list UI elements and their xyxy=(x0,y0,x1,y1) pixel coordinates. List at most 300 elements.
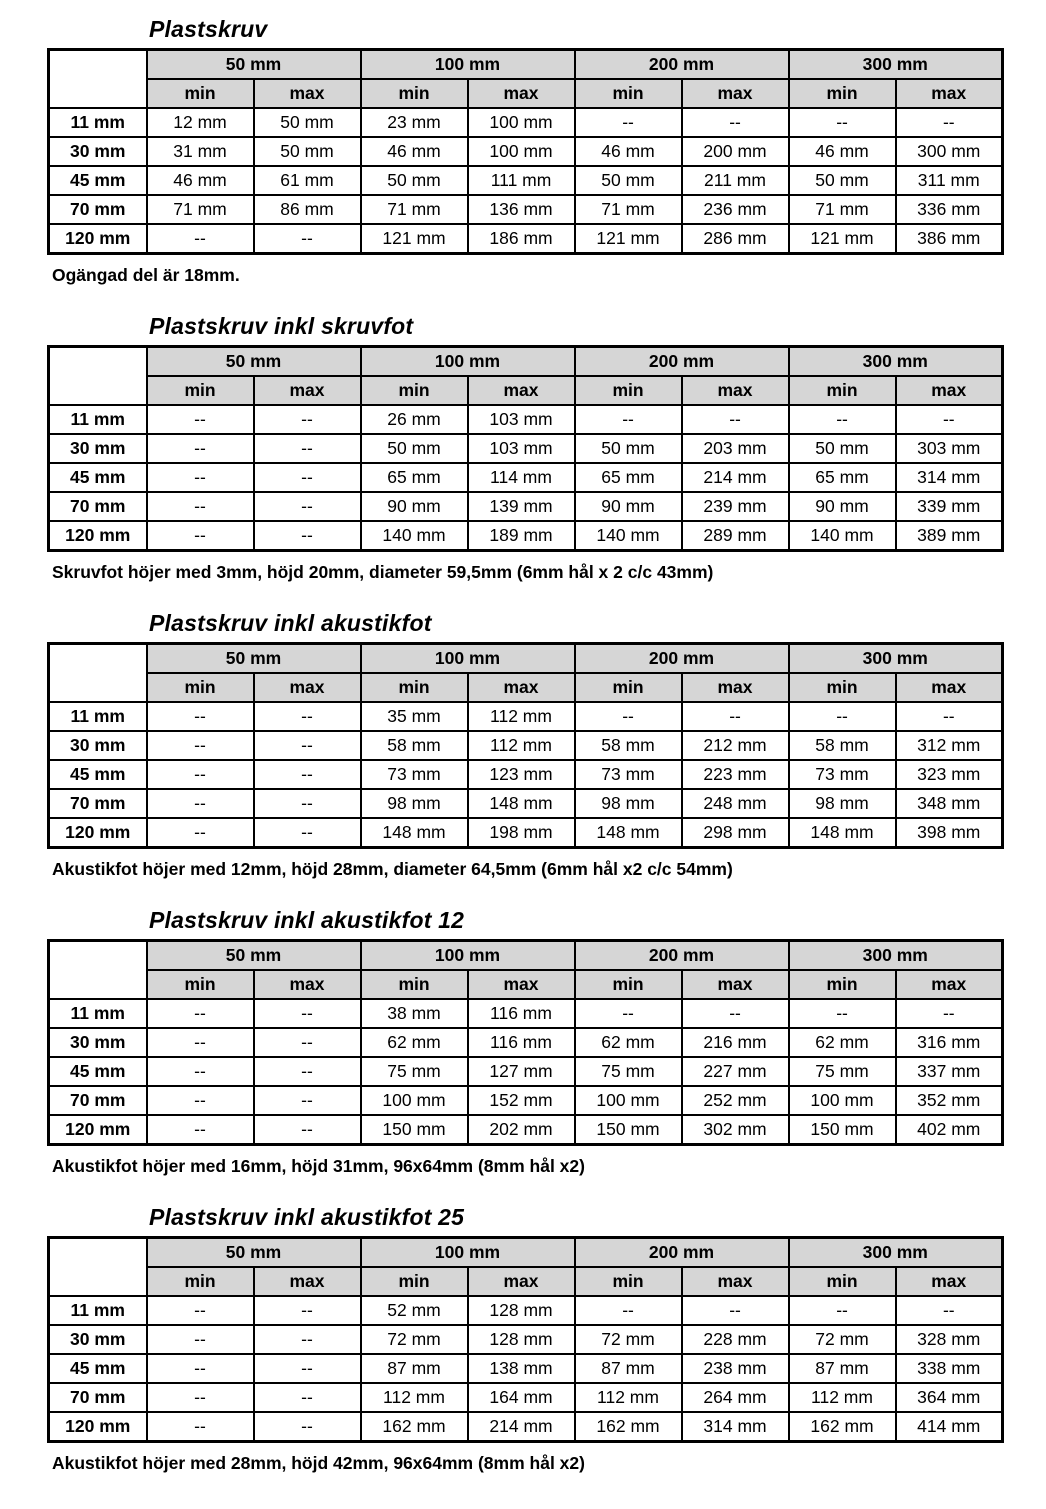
table-header xyxy=(49,1238,1003,1297)
data-cell: -- xyxy=(254,1412,361,1442)
row-label-cell: 120 mm xyxy=(49,1412,147,1442)
data-cell: 148 mm xyxy=(468,789,575,818)
data-cell: 214 mm xyxy=(468,1412,575,1442)
subheader-cell: max xyxy=(682,1267,789,1296)
data-cell: -- xyxy=(254,463,361,492)
data-cell: 227 mm xyxy=(682,1057,789,1086)
section-title: Plastskruv inkl akustikfot 12 xyxy=(149,907,465,933)
data-cell: 50 mm xyxy=(575,434,682,463)
row-label-cell: 70 mm xyxy=(49,195,147,224)
data-table xyxy=(47,939,1004,1146)
data-cell: 75 mm xyxy=(789,1057,896,1086)
data-cell: -- xyxy=(575,1296,682,1325)
data-cell: 26 mm xyxy=(361,405,468,434)
group-header-cell: 200 mm xyxy=(575,644,789,674)
data-cell: 90 mm xyxy=(361,492,468,521)
table-row xyxy=(49,1028,1003,1057)
data-cell: 150 mm xyxy=(575,1115,682,1145)
data-cell: 73 mm xyxy=(361,760,468,789)
data-cell: 123 mm xyxy=(468,760,575,789)
row-label-cell: 45 mm xyxy=(49,166,147,195)
row-label-cell: 11 mm xyxy=(49,108,147,137)
data-cell: 112 mm xyxy=(361,1383,468,1412)
data-cell: -- xyxy=(254,434,361,463)
data-cell: 100 mm xyxy=(361,1086,468,1115)
data-cell: -- xyxy=(254,731,361,760)
table-row xyxy=(49,166,1003,195)
table-row xyxy=(49,521,1003,551)
group-header-row xyxy=(49,644,1003,674)
data-cell: 38 mm xyxy=(361,999,468,1028)
data-cell: 72 mm xyxy=(361,1325,468,1354)
table-row xyxy=(49,1325,1003,1354)
data-cell: -- xyxy=(147,1057,254,1086)
data-cell: -- xyxy=(147,731,254,760)
subheader-row xyxy=(49,1267,1003,1296)
row-label-cell: 120 mm xyxy=(49,521,147,551)
subheader-cell: max xyxy=(682,970,789,999)
data-cell: -- xyxy=(147,789,254,818)
subheader-cell: max xyxy=(468,376,575,405)
data-cell: -- xyxy=(147,405,254,434)
data-cell: 23 mm xyxy=(361,108,468,137)
data-cell: 87 mm xyxy=(789,1354,896,1383)
data-cell: -- xyxy=(254,1354,361,1383)
table-section xyxy=(47,610,1002,880)
subheader-cell: max xyxy=(896,1267,1003,1296)
subheader-cell: min xyxy=(575,1267,682,1296)
data-cell: 116 mm xyxy=(468,999,575,1028)
data-cell: 50 mm xyxy=(254,137,361,166)
group-header-cell: 200 mm xyxy=(575,1238,789,1268)
data-cell: 58 mm xyxy=(789,731,896,760)
group-header-row xyxy=(49,1238,1003,1268)
data-cell: -- xyxy=(147,1028,254,1057)
table-row xyxy=(49,195,1003,224)
corner-cell xyxy=(49,50,147,109)
data-cell: 189 mm xyxy=(468,521,575,551)
data-cell: -- xyxy=(147,492,254,521)
data-cell: -- xyxy=(254,1057,361,1086)
group-header-cell: 300 mm xyxy=(789,347,1003,377)
data-cell: -- xyxy=(254,405,361,434)
row-label-cell: 70 mm xyxy=(49,1086,147,1115)
data-cell: -- xyxy=(254,224,361,254)
data-cell: -- xyxy=(147,1354,254,1383)
subheader-cell: min xyxy=(361,673,468,702)
data-cell: 339 mm xyxy=(896,492,1003,521)
table-body xyxy=(49,702,1003,848)
section-note: Akustikfot höjer med 12mm, höjd 28mm, diameter 64,5mm (6mm hål x2 c/c 54mm) xyxy=(52,859,733,879)
group-header-cell: 50 mm xyxy=(147,941,361,971)
table-row xyxy=(49,1412,1003,1442)
section-note: Akustikfot höjer med 16mm, höjd 31mm, 96x64mm (8mm hål x2) xyxy=(52,1156,585,1176)
data-cell: 112 mm xyxy=(575,1383,682,1412)
data-cell: 111 mm xyxy=(468,166,575,195)
group-header-cell: 100 mm xyxy=(361,347,575,377)
data-cell: -- xyxy=(147,1412,254,1442)
data-cell: 86 mm xyxy=(254,195,361,224)
table-row xyxy=(49,492,1003,521)
row-label-cell: 120 mm xyxy=(49,818,147,848)
data-cell: -- xyxy=(896,702,1003,731)
data-cell: 148 mm xyxy=(361,818,468,848)
data-cell: 71 mm xyxy=(361,195,468,224)
row-label-cell: 70 mm xyxy=(49,492,147,521)
data-cell: 121 mm xyxy=(361,224,468,254)
data-cell: 31 mm xyxy=(147,137,254,166)
data-cell: -- xyxy=(147,1115,254,1145)
data-cell: 46 mm xyxy=(361,137,468,166)
row-label-cell: 70 mm xyxy=(49,1383,147,1412)
subheader-row xyxy=(49,673,1003,702)
subheader-row xyxy=(49,376,1003,405)
subheader-cell: max xyxy=(254,79,361,108)
data-cell: -- xyxy=(254,1028,361,1057)
data-cell: 414 mm xyxy=(896,1412,1003,1442)
data-cell: 50 mm xyxy=(361,166,468,195)
data-cell: 312 mm xyxy=(896,731,1003,760)
data-cell: 136 mm xyxy=(468,195,575,224)
data-cell: 203 mm xyxy=(682,434,789,463)
data-cell: -- xyxy=(147,1325,254,1354)
data-cell: -- xyxy=(789,999,896,1028)
data-cell: 103 mm xyxy=(468,405,575,434)
data-table xyxy=(47,1236,1004,1443)
data-cell: 65 mm xyxy=(575,463,682,492)
subheader-cell: min xyxy=(789,376,896,405)
data-cell: 65 mm xyxy=(361,463,468,492)
data-cell: 216 mm xyxy=(682,1028,789,1057)
data-cell: 46 mm xyxy=(789,137,896,166)
data-cell: -- xyxy=(789,405,896,434)
data-cell: 212 mm xyxy=(682,731,789,760)
row-label-cell: 30 mm xyxy=(49,1325,147,1354)
data-cell: -- xyxy=(254,818,361,848)
section-note: Skruvfot höjer med 3mm, höjd 20mm, diameter 59,5mm (6mm hål x 2 c/c 43mm) xyxy=(52,562,714,582)
row-label-cell: 11 mm xyxy=(49,405,147,434)
data-cell: 336 mm xyxy=(896,195,1003,224)
subheader-cell: min xyxy=(361,970,468,999)
subheader-cell: max xyxy=(682,79,789,108)
data-cell: 200 mm xyxy=(682,137,789,166)
subheader-cell: max xyxy=(254,970,361,999)
row-label-cell: 11 mm xyxy=(49,702,147,731)
data-cell: -- xyxy=(147,434,254,463)
group-header-row xyxy=(49,347,1003,377)
group-header-cell: 100 mm xyxy=(361,941,575,971)
section-title: Plastskruv xyxy=(149,16,268,42)
subheader-cell: min xyxy=(147,673,254,702)
data-cell: -- xyxy=(254,1296,361,1325)
data-cell: 389 mm xyxy=(896,521,1003,551)
data-cell: 348 mm xyxy=(896,789,1003,818)
group-header-cell: 50 mm xyxy=(147,1238,361,1268)
row-label-cell: 11 mm xyxy=(49,999,147,1028)
subheader-cell: min xyxy=(361,1267,468,1296)
data-cell: -- xyxy=(254,1383,361,1412)
data-cell: 62 mm xyxy=(789,1028,896,1057)
data-cell: 50 mm xyxy=(361,434,468,463)
data-cell: 116 mm xyxy=(468,1028,575,1057)
data-cell: 121 mm xyxy=(575,224,682,254)
subheader-cell: min xyxy=(575,376,682,405)
data-cell: 150 mm xyxy=(361,1115,468,1145)
data-cell: 264 mm xyxy=(682,1383,789,1412)
data-cell: -- xyxy=(254,789,361,818)
row-label-cell: 45 mm xyxy=(49,760,147,789)
subheader-cell: max xyxy=(254,673,361,702)
data-cell: -- xyxy=(147,999,254,1028)
data-cell: 286 mm xyxy=(682,224,789,254)
data-cell: -- xyxy=(682,702,789,731)
data-cell: 50 mm xyxy=(575,166,682,195)
corner-cell xyxy=(49,644,147,703)
data-cell: 300 mm xyxy=(896,137,1003,166)
row-label-cell: 30 mm xyxy=(49,1028,147,1057)
data-cell: 303 mm xyxy=(896,434,1003,463)
data-cell: 100 mm xyxy=(789,1086,896,1115)
data-cell: 114 mm xyxy=(468,463,575,492)
table-header xyxy=(49,347,1003,406)
data-cell: 87 mm xyxy=(361,1354,468,1383)
data-cell: 90 mm xyxy=(789,492,896,521)
data-cell: -- xyxy=(147,521,254,551)
table-row xyxy=(49,137,1003,166)
data-cell: 71 mm xyxy=(575,195,682,224)
table-row xyxy=(49,463,1003,492)
row-label-cell: 45 mm xyxy=(49,1354,147,1383)
data-cell: 328 mm xyxy=(896,1325,1003,1354)
data-cell: 138 mm xyxy=(468,1354,575,1383)
data-cell: -- xyxy=(575,108,682,137)
data-cell: 140 mm xyxy=(575,521,682,551)
data-cell: -- xyxy=(147,818,254,848)
data-cell: 46 mm xyxy=(147,166,254,195)
group-header-row xyxy=(49,941,1003,971)
data-cell: -- xyxy=(254,521,361,551)
data-cell: 73 mm xyxy=(789,760,896,789)
data-cell: 72 mm xyxy=(575,1325,682,1354)
table-row xyxy=(49,789,1003,818)
section-title: Plastskruv inkl akustikfot 25 xyxy=(149,1204,465,1230)
data-cell: -- xyxy=(147,1086,254,1115)
table-row xyxy=(49,108,1003,137)
table-row xyxy=(49,1354,1003,1383)
row-label-cell: 30 mm xyxy=(49,137,147,166)
subheader-cell: max xyxy=(896,376,1003,405)
data-cell: 148 mm xyxy=(789,818,896,848)
row-label-cell: 45 mm xyxy=(49,463,147,492)
data-cell: 139 mm xyxy=(468,492,575,521)
subheader-cell: min xyxy=(147,376,254,405)
data-cell: -- xyxy=(896,405,1003,434)
data-cell: 50 mm xyxy=(789,434,896,463)
data-cell: 211 mm xyxy=(682,166,789,195)
data-cell: 214 mm xyxy=(682,463,789,492)
table-section xyxy=(47,1204,1002,1474)
table-row xyxy=(49,1057,1003,1086)
table-row xyxy=(49,1086,1003,1115)
data-cell: 302 mm xyxy=(682,1115,789,1145)
data-cell: -- xyxy=(682,108,789,137)
subheader-cell: max xyxy=(468,970,575,999)
data-cell: 311 mm xyxy=(896,166,1003,195)
table-body xyxy=(49,405,1003,551)
table-body xyxy=(49,1296,1003,1442)
data-cell: 150 mm xyxy=(789,1115,896,1145)
data-cell: 98 mm xyxy=(575,789,682,818)
data-cell: 61 mm xyxy=(254,166,361,195)
data-cell: 316 mm xyxy=(896,1028,1003,1057)
data-cell: 140 mm xyxy=(361,521,468,551)
corner-cell xyxy=(49,1238,147,1297)
subheader-cell: max xyxy=(896,79,1003,108)
group-header-cell: 300 mm xyxy=(789,50,1003,80)
subheader-cell: max xyxy=(896,970,1003,999)
data-cell: 87 mm xyxy=(575,1354,682,1383)
data-cell: 103 mm xyxy=(468,434,575,463)
table-header xyxy=(49,50,1003,109)
data-cell: 338 mm xyxy=(896,1354,1003,1383)
table-row xyxy=(49,224,1003,254)
data-cell: -- xyxy=(147,1383,254,1412)
data-cell: 364 mm xyxy=(896,1383,1003,1412)
data-cell: -- xyxy=(254,999,361,1028)
group-header-cell: 100 mm xyxy=(361,50,575,80)
table-section xyxy=(47,907,1002,1177)
data-cell: 164 mm xyxy=(468,1383,575,1412)
corner-cell xyxy=(49,347,147,406)
subheader-cell: max xyxy=(682,376,789,405)
data-cell: 162 mm xyxy=(361,1412,468,1442)
data-cell: 140 mm xyxy=(789,521,896,551)
section-note: Akustikfot höjer med 28mm, höjd 42mm, 96x64mm (8mm hål x2) xyxy=(52,1453,585,1473)
group-header-cell: 300 mm xyxy=(789,1238,1003,1268)
data-cell: -- xyxy=(789,1296,896,1325)
data-cell: 402 mm xyxy=(896,1115,1003,1145)
row-label-cell: 11 mm xyxy=(49,1296,147,1325)
subheader-cell: max xyxy=(468,1267,575,1296)
data-cell: 337 mm xyxy=(896,1057,1003,1086)
subheader-cell: min xyxy=(789,970,896,999)
data-cell: -- xyxy=(254,1086,361,1115)
data-cell: -- xyxy=(575,405,682,434)
subheader-cell: min xyxy=(361,376,468,405)
table-row xyxy=(49,818,1003,848)
subheader-cell: max xyxy=(468,673,575,702)
data-cell: 71 mm xyxy=(147,195,254,224)
table-row xyxy=(49,1296,1003,1325)
data-cell: 50 mm xyxy=(789,166,896,195)
subheader-cell: max xyxy=(254,376,361,405)
section-note: Ogängad del är 18mm. xyxy=(52,265,240,285)
data-cell: 128 mm xyxy=(468,1325,575,1354)
data-cell: 73 mm xyxy=(575,760,682,789)
table-body xyxy=(49,999,1003,1145)
data-cell: 398 mm xyxy=(896,818,1003,848)
data-cell: 239 mm xyxy=(682,492,789,521)
corner-cell xyxy=(49,941,147,1000)
section-title: Plastskruv inkl skruvfot xyxy=(149,313,414,339)
data-cell: 148 mm xyxy=(575,818,682,848)
data-cell: 152 mm xyxy=(468,1086,575,1115)
group-header-cell: 300 mm xyxy=(789,644,1003,674)
data-cell: 127 mm xyxy=(468,1057,575,1086)
data-cell: 100 mm xyxy=(468,108,575,137)
data-cell: -- xyxy=(254,760,361,789)
table-row xyxy=(49,760,1003,789)
data-cell: -- xyxy=(254,492,361,521)
subheader-cell: min xyxy=(575,79,682,108)
table-row xyxy=(49,999,1003,1028)
data-cell: 186 mm xyxy=(468,224,575,254)
data-cell: -- xyxy=(147,224,254,254)
data-cell: 289 mm xyxy=(682,521,789,551)
subheader-cell: min xyxy=(147,970,254,999)
data-cell: 198 mm xyxy=(468,818,575,848)
data-cell: -- xyxy=(147,760,254,789)
table-section xyxy=(47,313,1002,583)
data-cell: 223 mm xyxy=(682,760,789,789)
data-cell: 98 mm xyxy=(789,789,896,818)
data-cell: 58 mm xyxy=(575,731,682,760)
data-table xyxy=(47,642,1004,849)
data-cell: 75 mm xyxy=(361,1057,468,1086)
subheader-cell: min xyxy=(789,1267,896,1296)
data-cell: -- xyxy=(147,702,254,731)
data-cell: 12 mm xyxy=(147,108,254,137)
data-cell: 100 mm xyxy=(468,137,575,166)
data-table xyxy=(47,345,1004,552)
data-cell: 35 mm xyxy=(361,702,468,731)
table-body xyxy=(49,108,1003,254)
table-header xyxy=(49,644,1003,703)
data-cell: -- xyxy=(682,1296,789,1325)
data-cell: 62 mm xyxy=(575,1028,682,1057)
subheader-row xyxy=(49,970,1003,999)
row-label-cell: 70 mm xyxy=(49,789,147,818)
data-cell: 65 mm xyxy=(789,463,896,492)
subheader-cell: max xyxy=(896,673,1003,702)
data-cell: 62 mm xyxy=(361,1028,468,1057)
data-cell: 162 mm xyxy=(789,1412,896,1442)
group-header-cell: 50 mm xyxy=(147,50,361,80)
data-cell: 298 mm xyxy=(682,818,789,848)
data-cell: 314 mm xyxy=(896,463,1003,492)
data-cell: -- xyxy=(254,702,361,731)
subheader-cell: min xyxy=(575,970,682,999)
data-cell: -- xyxy=(896,999,1003,1028)
table-row xyxy=(49,702,1003,731)
group-header-cell: 200 mm xyxy=(575,347,789,377)
table-section xyxy=(47,16,1002,286)
table-row xyxy=(49,405,1003,434)
data-cell: -- xyxy=(254,1325,361,1354)
data-cell: 236 mm xyxy=(682,195,789,224)
data-cell: -- xyxy=(789,702,896,731)
subheader-cell: min xyxy=(575,673,682,702)
table-row xyxy=(49,1383,1003,1412)
data-cell: 112 mm xyxy=(789,1383,896,1412)
group-header-cell: 50 mm xyxy=(147,644,361,674)
table-row xyxy=(49,731,1003,760)
subheader-cell: min xyxy=(147,79,254,108)
group-header-row xyxy=(49,50,1003,80)
group-header-cell: 200 mm xyxy=(575,50,789,80)
row-label-cell: 30 mm xyxy=(49,731,147,760)
data-cell: -- xyxy=(789,108,896,137)
